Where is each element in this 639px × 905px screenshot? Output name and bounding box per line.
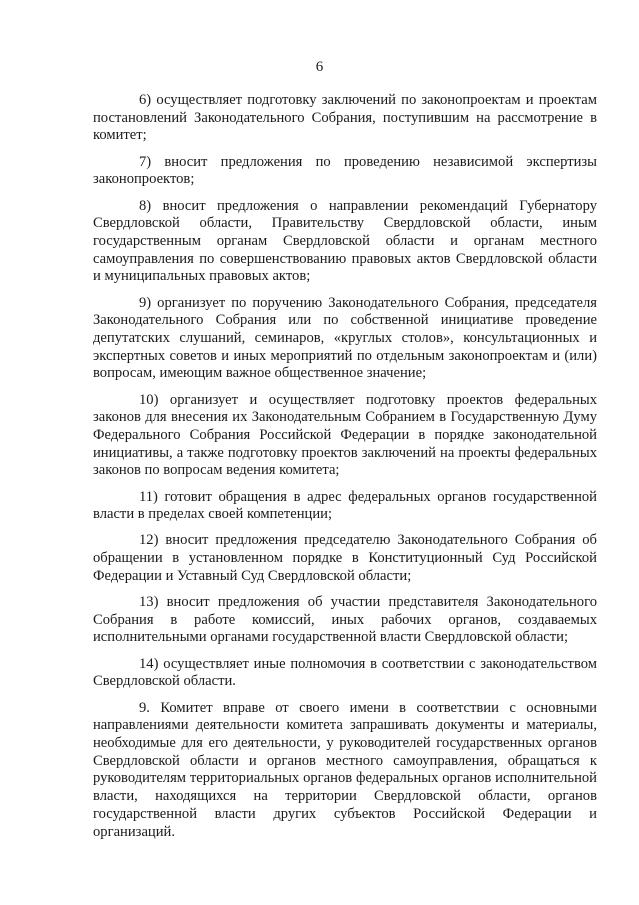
page-number: 6 xyxy=(315,59,324,75)
paragraph-section-9: 9. Комитет вправе от своего имени в соответствии с основными направлениями деятельности комитета запрашивать документы и материалы, необходимые для его деятельности, у руководителей государственных органов Свердловской области и органов местного самоуправления, обращаться к руководителям территориальных органов федеральных органов исполнительной власти, находящихся на территории Свердловской области, органов государственной власти других субъектов Российской Федерации и организаций. xyxy=(93,699,597,840)
paragraph-item-8: 8) вносит предложения о направлении рекомендаций Губернатору Свердловской области, Правительству Свердловской области, иным государственным органам Свердловской области и органам местного самоуправления по совершенствованию правовых актов Свердловской области и муниципальных правовых актов; xyxy=(93,197,597,285)
paragraph-item-6: 6) осуществляет подготовку заключений по законопроектам и проектам постановлений Законодательного Собрания, поступившим на рассмотрение в комитет; xyxy=(93,92,597,144)
document-body xyxy=(93,92,597,841)
paragraph-item-13: 13) вносит предложения об участии представителя Законодательного Собрания в работе комиссий, иных рабочих органов, создаваемых исполнительными органами государственной власти Свердловской области; xyxy=(93,594,597,646)
paragraph-item-11: 11) готовит обращения в адрес федеральных органов государственной власти в пределах своей компетенции; xyxy=(93,488,597,523)
paragraph-item-12: 12) вносит предложения председателю Законодательного Собрания об обращении в установленном порядке в Конституционный Суд Российской Федерации и Уставный Суд Свердловской области; xyxy=(93,532,597,584)
paragraph-item-14: 14) осуществляет иные полномочия в соответствии с законодательством Свердловской области. xyxy=(93,655,597,690)
paragraph-item-7: 7) вносит предложения по проведению независимой экспертизы законопроектов; xyxy=(93,153,597,188)
paragraph-item-10: 10) организует и осуществляет подготовку проектов федеральных законов для внесения их Законодательным Собранием в Государственную Думу Федерального Собрания Российской Федерации в порядке законодательной инициативы, а также подготовку проектов заключений на проекты федеральных законов по вопросам ведения комитета; xyxy=(93,391,597,479)
paragraph-item-9: 9) организует по поручению Законодательного Собрания, председателя Законодательного Собрания или по собственной инициативе проведение депутатских слушаний, семинаров, «круглых столов», консультационных и экспертных советов и иных мероприятий по отдельным законопроектам и (или) вопросам, имеющим важное общественное значение; xyxy=(93,294,597,382)
